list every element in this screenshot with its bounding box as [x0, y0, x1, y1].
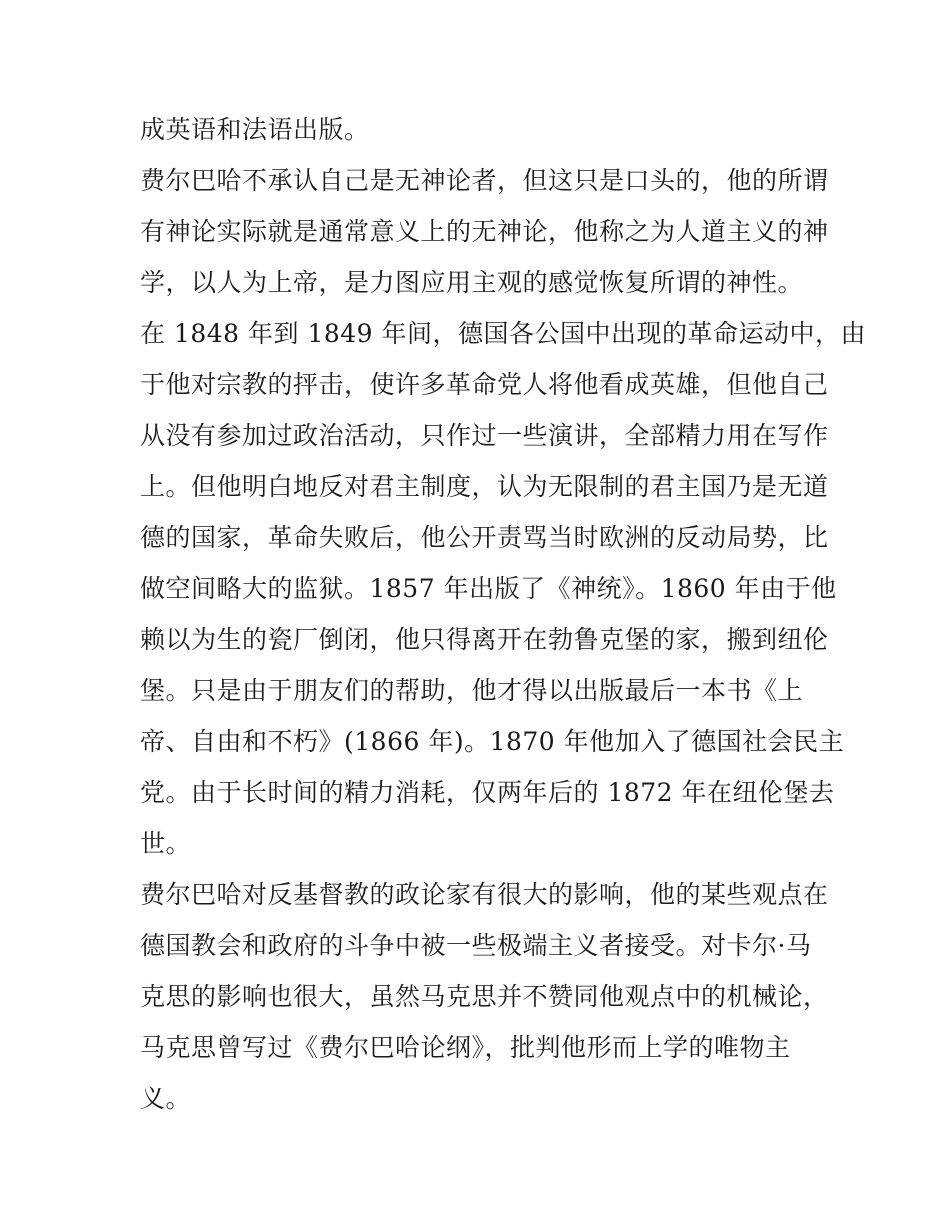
document-body	[140, 104, 867, 1124]
text-line: 马克思曾写过《费尔巴哈论纲》，批判他形而上学的唯物主	[140, 1033, 791, 1062]
text-line: 于他对宗教的抨击，使许多革命党人将他看成英雄，但他自己	[140, 370, 829, 399]
text-line: 从没有参加过政治活动，只作过一些演讲，全部精力用在写作	[140, 421, 829, 450]
text-line: 克思的影响也很大，虽然马克思并不赞同他观点中的机械论，	[140, 982, 829, 1011]
text-line: 义。	[140, 1084, 192, 1113]
text-line: 德的国家，革命失败后，他公开责骂当时欧洲的反动局势，比	[140, 523, 829, 552]
text-line: 费尔巴哈对反基督教的政论家有很大的影响，他的某些观点在	[140, 880, 829, 909]
text-line: 上。但他明白地反对君主制度，认为无限制的君主国乃是无道	[140, 472, 829, 501]
text-line: 做空间略大的监狱。1857 年出版了《神统》。1860 年由于他	[140, 574, 837, 603]
text-line: 帝、自由和不朽》(1866 年)。1870 年他加入了德国社会民主	[140, 727, 845, 756]
text-line: 世。	[140, 829, 192, 858]
text-line: 在 1848 年到 1849 年间，德国各公国中出现的革命运动中，由	[140, 319, 867, 348]
text-line: 学，以人为上帝，是力图应用主观的感觉恢复所谓的神性。	[140, 268, 804, 297]
text-line: 成英语和法语出版。	[140, 115, 370, 144]
text-line: 有神论实际就是通常意义上的无神论，他称之为人道主义的神	[140, 217, 829, 246]
text-line: 党。由于长时间的精力消耗，仅两年后的 1872 年在纽伦堡去	[140, 778, 835, 807]
text-line: 费尔巴哈不承认自己是无神论者，但这只是口头的，他的所谓	[140, 166, 829, 195]
text-line: 堡。只是由于朋友们的帮助，他才得以出版最后一本书《上	[140, 676, 804, 705]
text-line: 德国教会和政府的斗争中被一些极端主义者接受。对卡尔·马	[140, 931, 812, 960]
text-line: 赖以为生的瓷厂倒闭，他只得离开在勃鲁克堡的家，搬到纽伦	[140, 625, 829, 654]
